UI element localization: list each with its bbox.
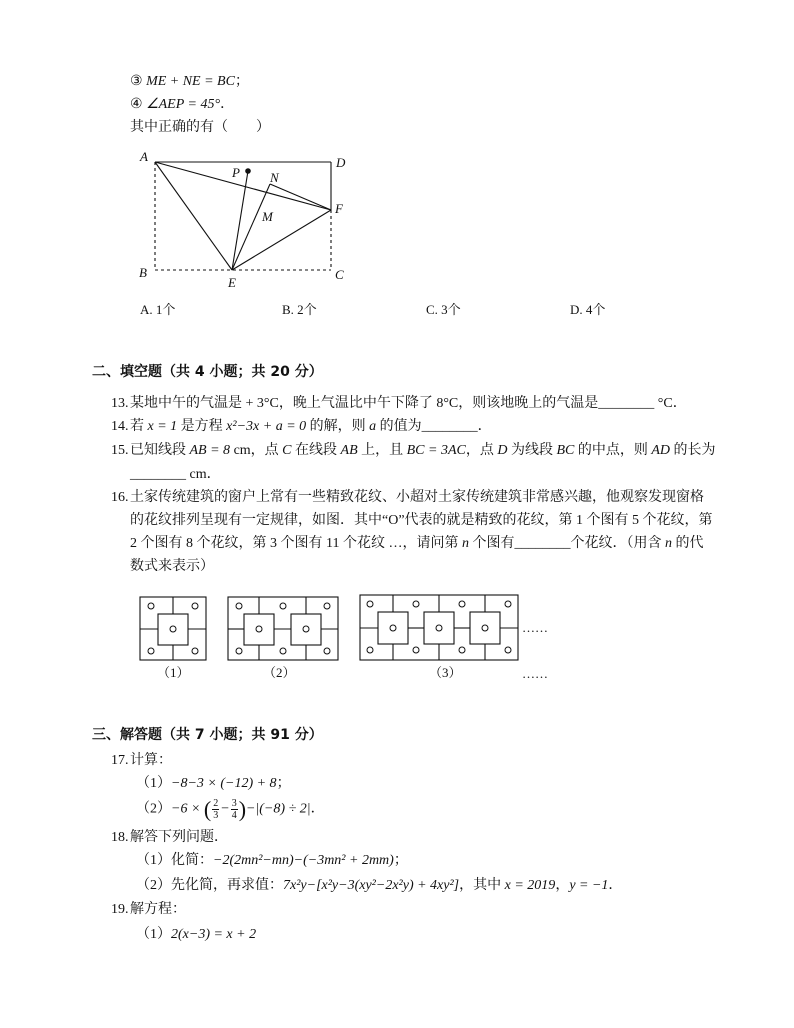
question-16-number: 16. bbox=[111, 490, 129, 505]
question-13-text: 某地中午的气温是 + 3°C，晚上气温比中午下降了 8°C，则该地晚上的气温是 bbox=[130, 396, 599, 411]
question-18-part-2-y-value: y = −1 bbox=[569, 878, 609, 893]
segment-ae bbox=[155, 162, 232, 270]
question-18-part-1-end: ； bbox=[393, 853, 408, 868]
question-15-math-3: AB bbox=[340, 443, 358, 458]
label-p: P bbox=[232, 165, 240, 180]
question-17-number: 17. bbox=[111, 753, 129, 768]
question-17 bbox=[111, 752, 172, 770]
question-15-text-2: cm，点 bbox=[230, 443, 283, 458]
pattern-2-flower bbox=[236, 648, 242, 654]
question-17-part-1-expr: −8−3 × (−12) + 8 bbox=[171, 776, 277, 791]
question-17-part-2-expr-2: −|(−8) ÷ 2| bbox=[246, 801, 311, 817]
pattern-2-flower bbox=[236, 603, 242, 609]
question-15 bbox=[111, 442, 716, 460]
pattern-1-flower bbox=[192, 603, 198, 609]
question-15-continued bbox=[130, 466, 221, 484]
pattern-caption-3: （3） bbox=[429, 665, 462, 680]
pattern-3-pane bbox=[424, 612, 454, 644]
pattern-ellipsis-1: …… bbox=[522, 620, 548, 635]
pattern-caption-2: （2） bbox=[263, 665, 296, 680]
segment-ef bbox=[232, 210, 331, 270]
question-15-number: 15. bbox=[111, 443, 129, 458]
question-18-part-2-x-value: x = 2019 bbox=[504, 878, 556, 893]
question-16-text-3b: 个图有 bbox=[468, 536, 515, 551]
question-15-end: cm． bbox=[186, 467, 221, 482]
question-13-number: 13. bbox=[111, 396, 129, 411]
pattern-1-flower bbox=[148, 603, 154, 609]
pattern-1-flower bbox=[148, 648, 154, 654]
question-14-math-3: a bbox=[369, 419, 377, 434]
question-16-math-n2: n bbox=[664, 536, 672, 551]
pattern-2-flower bbox=[256, 626, 262, 632]
question-15-math-5: D bbox=[497, 443, 508, 458]
question-15-math-6: BC bbox=[556, 443, 575, 458]
window-pattern-2 bbox=[228, 597, 338, 660]
right-paren: ) bbox=[238, 796, 247, 822]
question-15-math-2: C bbox=[282, 443, 292, 458]
pattern-3-flower bbox=[413, 647, 419, 653]
pattern-3-flower bbox=[505, 601, 511, 607]
question-16-line-1 bbox=[111, 489, 704, 507]
question-18-part-2-label: （2）先化简，再求值： bbox=[136, 878, 283, 893]
question-19-part-1-label: （1） bbox=[136, 927, 171, 942]
statement-3-marker: ③ bbox=[130, 74, 147, 89]
question-17-part-1 bbox=[136, 775, 291, 793]
segment-nf bbox=[270, 184, 331, 210]
question-14-text-1: 若 bbox=[130, 419, 148, 434]
question-17-part-1-end: ； bbox=[276, 776, 291, 791]
label-b: B bbox=[139, 265, 147, 280]
pattern-1-flower bbox=[170, 626, 176, 632]
statement-3 bbox=[130, 73, 249, 91]
question-16-line-3 bbox=[130, 535, 703, 553]
label-c: C bbox=[335, 267, 344, 282]
section-3-title: 三、解答题（共 7 小题；共 91 分） bbox=[92, 727, 323, 743]
fraction-three-quarters bbox=[231, 798, 238, 821]
question-19-part-1-expr: 2(x−3) = x + 2 bbox=[171, 927, 257, 942]
pattern-caption-1: （1） bbox=[157, 665, 190, 680]
question-18-part-1-expr: −2(2mn²−mn)−(−3mn² + 2mm) bbox=[213, 853, 394, 868]
statement-4-expr: ∠AEP = 45° bbox=[146, 97, 221, 112]
pattern-3-flower bbox=[459, 647, 465, 653]
pattern-2-pane bbox=[244, 614, 274, 645]
question-15-text-3: 在线段 bbox=[291, 443, 341, 458]
question-18-part-2-text-1: ，其中 bbox=[459, 878, 505, 893]
pattern-3-flower bbox=[413, 601, 419, 607]
choice-a: A. 1个 bbox=[140, 302, 176, 317]
question-17-part-2-expr-1: −6 × bbox=[171, 801, 204, 817]
statement-4 bbox=[130, 96, 234, 114]
question-17-part-2 bbox=[136, 798, 325, 821]
question-14-text-4: 的值为 bbox=[376, 419, 422, 434]
point-p-dot bbox=[245, 168, 251, 174]
question-15-blank: ________ bbox=[130, 467, 186, 482]
question-15-text-4: 上，且 bbox=[357, 443, 407, 458]
question-18-part-2-end: ． bbox=[608, 878, 623, 893]
choice-b: B. 2个 bbox=[282, 302, 317, 317]
question-17-part-2-label: （2） bbox=[136, 801, 171, 817]
question-13 bbox=[111, 395, 687, 413]
fraction-denominator: 4 bbox=[231, 810, 237, 821]
question-17-part-1-label: （1） bbox=[136, 776, 171, 791]
label-e: E bbox=[228, 275, 236, 290]
question-14-math-2: x²−3x + a = 0 bbox=[226, 419, 307, 434]
pattern-3-flower bbox=[436, 625, 442, 631]
question-16-line-2: 的花纹排列呈现有一定规律，如图．其中“O”代表的就是精致的花纹，第 1 个图有 5 个花纹，第 bbox=[130, 513, 713, 528]
left-paren: ( bbox=[203, 796, 212, 822]
choice-d: D. 4个 bbox=[570, 302, 606, 317]
pattern-3-flower bbox=[367, 601, 373, 607]
pattern-2-pane bbox=[291, 614, 321, 645]
pattern-3-flower bbox=[505, 647, 511, 653]
question-16-text-1: 土家传统建筑的窗户上常有一些精致花纹、小超对土家传统建筑非常感兴趣，他观察发现窗格 bbox=[130, 490, 704, 505]
question-17-part-2-end: ． bbox=[310, 801, 325, 817]
segment-en bbox=[232, 184, 270, 270]
question-14-math-1: x = 1 bbox=[147, 419, 178, 434]
question-14-text-2: 是方程 bbox=[177, 419, 227, 434]
label-n: N bbox=[270, 170, 279, 185]
question-15-text-1: 已知线段 bbox=[130, 443, 190, 458]
window-pattern-figures bbox=[130, 585, 530, 670]
question-19-number: 19. bbox=[111, 902, 129, 917]
question-18-part-1 bbox=[136, 852, 408, 870]
pattern-1-flower bbox=[192, 648, 198, 654]
question-14 bbox=[111, 418, 492, 436]
pattern-2-flower bbox=[324, 648, 330, 654]
pattern-ellipsis-2: …… bbox=[522, 666, 548, 681]
fraction-minus: − bbox=[220, 801, 230, 817]
question-16-text-3c: 个花纹．（用含 bbox=[570, 536, 665, 551]
pattern-3-flower bbox=[390, 625, 396, 631]
window-pattern-3 bbox=[360, 595, 518, 660]
fraction-numerator: 3 bbox=[231, 798, 237, 809]
statement-3-end: ； bbox=[234, 74, 249, 89]
question-19-part-1 bbox=[136, 926, 256, 944]
fraction-denominator: 3 bbox=[213, 810, 219, 821]
label-m: M bbox=[262, 209, 273, 224]
pattern-3-flower bbox=[367, 647, 373, 653]
question-15-text-7: 的中点，则 bbox=[574, 443, 652, 458]
fraction-two-thirds bbox=[212, 798, 219, 821]
pattern-3-pane bbox=[378, 612, 408, 644]
label-f: F bbox=[335, 201, 343, 216]
pattern-3-flower bbox=[482, 625, 488, 631]
question-15-math-1: AB = 8 bbox=[189, 443, 231, 458]
choice-c: C. 3个 bbox=[426, 302, 461, 317]
question-14-blank: ________ bbox=[421, 419, 478, 434]
pattern-2-flower bbox=[303, 626, 309, 632]
question-14-number: 14. bbox=[111, 419, 129, 434]
segment-ep bbox=[232, 171, 248, 270]
question-16-math-n1: n bbox=[461, 536, 469, 551]
question-19 bbox=[111, 901, 186, 919]
pattern-2-flower bbox=[280, 648, 286, 654]
pattern-3-flower bbox=[459, 601, 465, 607]
statement-4-marker: ④ bbox=[130, 97, 147, 112]
question-14-end: ． bbox=[477, 419, 492, 434]
question-15-text-6: 为线段 bbox=[507, 443, 557, 458]
question-16-line-4: 数式来表示） bbox=[130, 559, 214, 574]
label-d: D bbox=[336, 155, 346, 170]
section-2-title: 二、填空题（共 4 小题；共 20 分） bbox=[92, 364, 323, 380]
pattern-2-flower bbox=[324, 603, 330, 609]
question-15-text-5: ，点 bbox=[465, 443, 498, 458]
label-a: A bbox=[140, 149, 148, 164]
question-19-text: 解方程： bbox=[130, 902, 186, 917]
pattern-3-pane bbox=[470, 612, 500, 644]
question-18-part-1-label: （1）化简： bbox=[136, 853, 213, 868]
question-18 bbox=[111, 829, 228, 847]
question-15-text-8: 的长为 bbox=[670, 443, 716, 458]
statement-4-end: ． bbox=[220, 97, 235, 112]
window-pattern-1 bbox=[140, 597, 206, 660]
question-13-blank: ________ bbox=[598, 396, 655, 411]
pattern-2-flower bbox=[280, 603, 286, 609]
question-14-text-3: 的解，则 bbox=[306, 419, 370, 434]
question-17-text: 计算： bbox=[130, 753, 172, 768]
pattern-1-pane bbox=[158, 614, 188, 645]
geometry-figure bbox=[130, 145, 360, 295]
question-18-text: 解答下列问题． bbox=[130, 830, 228, 845]
question-12-prompt: 其中正确的有（ ） bbox=[130, 120, 270, 135]
question-18-part-2 bbox=[136, 877, 622, 895]
question-16-text-3a: 2 个图有 8 个花纹，第 3 个图有 11 个花纹 …，请问第 bbox=[130, 536, 462, 551]
fraction-numerator: 2 bbox=[213, 798, 219, 809]
question-18-part-2-expr: 7x²y−[x²y−3(xy²−2x²y) + 4xy²] bbox=[283, 878, 460, 893]
question-18-number: 18. bbox=[111, 830, 129, 845]
question-18-part-2-text-2: ， bbox=[555, 878, 570, 893]
question-15-math-4: BC = 3AC bbox=[406, 443, 466, 458]
question-16-blank: ________ bbox=[514, 536, 571, 551]
question-16-text-3d: 的代 bbox=[671, 536, 704, 551]
question-13-end: °C． bbox=[654, 396, 687, 411]
question-15-math-7: AD bbox=[651, 443, 671, 458]
statement-3-expr: ME + NE = BC bbox=[146, 74, 235, 89]
